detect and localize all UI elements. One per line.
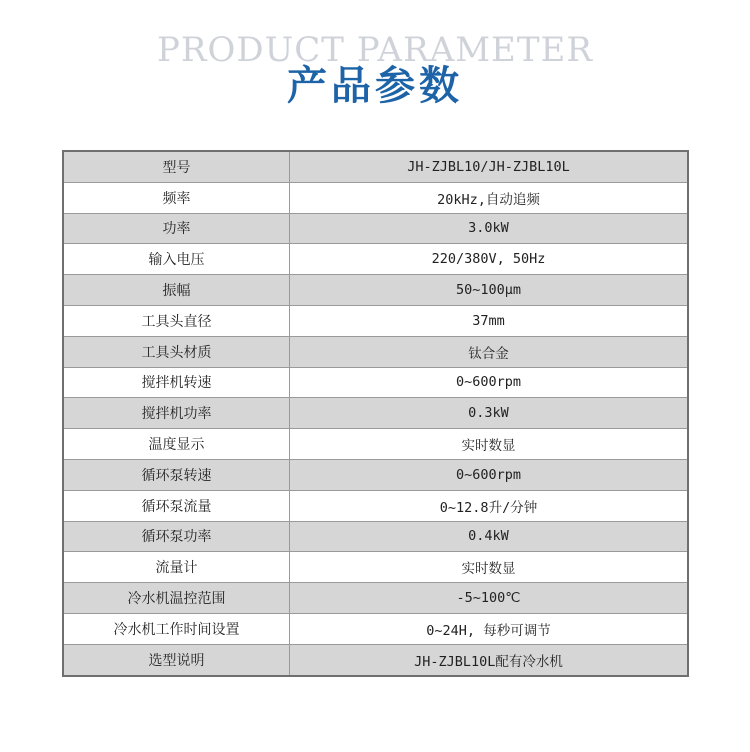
table-row xyxy=(63,275,688,306)
param-value: JH-ZJBL10L配有冷水机 xyxy=(290,644,689,675)
page-header xyxy=(0,0,750,140)
param-label: 功率 xyxy=(63,213,290,244)
table-row xyxy=(63,429,688,460)
param-value: 0.4kW xyxy=(290,521,689,552)
param-value: 0~12.8升/分钟 xyxy=(290,490,689,521)
table-row xyxy=(63,613,688,644)
table-row xyxy=(63,644,688,675)
param-label: 搅拌机功率 xyxy=(63,398,290,429)
table-row xyxy=(63,336,688,367)
table-row xyxy=(63,244,688,275)
param-label: 循环泵功率 xyxy=(63,521,290,552)
table-row xyxy=(63,459,688,490)
param-label: 振幅 xyxy=(63,275,290,306)
table-row xyxy=(63,521,688,552)
param-value: 0~600rpm xyxy=(290,367,689,398)
table-row xyxy=(63,367,688,398)
param-value: 50~100μm xyxy=(290,275,689,306)
param-label: 流量计 xyxy=(63,552,290,583)
param-value: -5~100℃ xyxy=(290,583,689,614)
param-label: 频率 xyxy=(63,182,290,213)
table-row xyxy=(63,552,688,583)
table-row xyxy=(63,151,688,182)
param-value: 37mm xyxy=(290,305,689,336)
param-value: 实时数显 xyxy=(290,429,689,460)
param-value: 3.0kW xyxy=(290,213,689,244)
param-value: 实时数显 xyxy=(290,552,689,583)
param-value: 0~24H, 每秒可调节 xyxy=(290,613,689,644)
param-label: 温度显示 xyxy=(63,429,290,460)
param-label: 输入电压 xyxy=(63,244,290,275)
param-value: 220/380V, 50Hz xyxy=(290,244,689,275)
param-label: 工具头直径 xyxy=(63,305,290,336)
param-value: 钛合金 xyxy=(290,336,689,367)
table-row xyxy=(63,583,688,614)
param-value: 0~600rpm xyxy=(290,459,689,490)
param-label: 工具头材质 xyxy=(63,336,290,367)
param-label: 型号 xyxy=(63,151,290,182)
param-label: 冷水机工作时间设置 xyxy=(63,613,290,644)
param-label: 选型说明 xyxy=(63,644,290,675)
page-title: 产品参数 xyxy=(287,63,463,109)
param-value: 20kHz,自动追频 xyxy=(290,182,689,213)
param-label: 循环泵转速 xyxy=(63,459,290,490)
parameter-table xyxy=(62,150,689,677)
table-row xyxy=(63,305,688,336)
param-label: 循环泵流量 xyxy=(63,490,290,521)
param-label: 搅拌机转速 xyxy=(63,367,290,398)
param-value: JH-ZJBL10/JH-ZJBL10L xyxy=(290,151,689,182)
table-row xyxy=(63,490,688,521)
param-value: 0.3kW xyxy=(290,398,689,429)
param-label: 冷水机温控范围 xyxy=(63,583,290,614)
table-row xyxy=(63,398,688,429)
table-row xyxy=(63,213,688,244)
title-english: PRODUCT PARAMETER xyxy=(157,30,593,70)
table-row xyxy=(63,182,688,213)
